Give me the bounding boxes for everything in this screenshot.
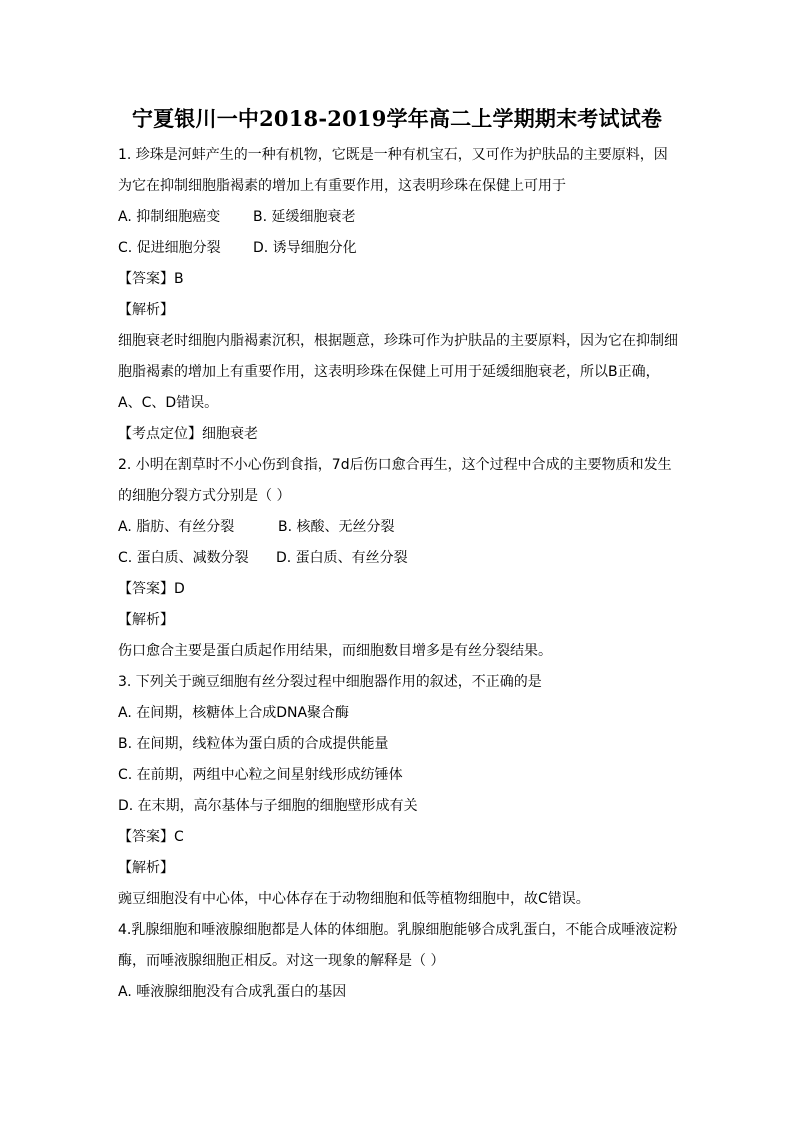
question-3-analysis: 豌豆细胞没有中心体，中心体存在于动物细胞和低等植物细胞中，故C错误。 xyxy=(118,891,590,907)
question-2-option-c: C. 蛋白质、减数分裂 xyxy=(118,550,249,566)
question-1-analysis: 细胞衰老时细胞内脂褐素沉积，根据题意，珍珠可作为护肤品的主要原料，因为它在抑制细胞脂褐素的增加上有重要作用，这表明珍珠在保健上可用于延缓细胞衰老，所以B正确，A、C、D错误。 xyxy=(118,333,678,411)
question-4-option-a: A. 唾液腺细胞没有合成乳蛋白的基因 xyxy=(118,984,347,1000)
document-body xyxy=(118,140,678,1008)
question-1-point: 【考点定位】细胞衰老 xyxy=(118,426,258,442)
question-3-option-d: D. 在末期，高尔基体与子细胞的细胞壁形成有关 xyxy=(118,798,418,814)
question-1-stem: 1. 珍珠是河蚌产生的一种有机物，它既是一种有机宝石，又可作为护肤品的主要原料，因为它在抑制细胞脂褐素的增加上有重要作用，这表明珍珠在保健上可用于 xyxy=(118,147,668,194)
question-3-answer: 【答案】C xyxy=(118,829,184,845)
question-2-options-row-1 xyxy=(118,512,678,543)
question-2-stem: 2. 小明在割草时不小心伤到食指，7d后伤口愈合再生，这个过程中合成的主要物质和发生的细胞分裂方式分别是（ ） xyxy=(118,457,672,504)
question-2-option-d: D. 蛋白质、有丝分裂 xyxy=(276,550,408,566)
question-3-option-c: C. 在前期，两组中心粒之间星射线形成纺锤体 xyxy=(118,767,403,783)
question-1-option-b: B. 延缓细胞衰老 xyxy=(253,209,356,225)
question-3-option-a: A. 在间期，核糖体上合成DNA聚合酶 xyxy=(118,705,350,721)
question-1-option-c: C. 促进细胞分裂 xyxy=(118,240,221,256)
question-3-option-b: B. 在间期，线粒体为蛋白质的合成提供能量 xyxy=(118,736,389,752)
question-2-options-row-2 xyxy=(118,543,678,574)
question-3-stem: 3. 下列关于豌豆细胞有丝分裂过程中细胞器作用的叙述，不正确的是 xyxy=(118,674,542,690)
question-1-answer: 【答案】B xyxy=(118,271,184,287)
question-1-analysis-label: 【解析】 xyxy=(118,302,174,318)
page-title: 宁夏银川一中2018-2019学年高二上学期期末考试试卷 xyxy=(131,106,663,131)
question-1-option-d: D. 诱导细胞分化 xyxy=(253,240,357,256)
question-2-option-b: B. 核酸、无丝分裂 xyxy=(278,519,395,535)
question-1-options-row-1 xyxy=(118,202,678,233)
question-4-stem: 4.乳腺细胞和唾液腺细胞都是人体的体细胞。乳腺细胞能够合成乳蛋白，不能合成唾液淀粉酶，而唾液腺细胞正相反。对这一现象的解释是（ ） xyxy=(118,922,678,969)
question-1-options-row-2 xyxy=(118,233,678,264)
question-1-option-a: A. 抑制细胞癌变 xyxy=(118,209,221,225)
question-3-analysis-label: 【解析】 xyxy=(118,860,174,876)
question-2-analysis-label: 【解析】 xyxy=(118,612,174,628)
question-2-analysis: 伤口愈合主要是蛋白质起作用结果，而细胞数目增多是有丝分裂结果。 xyxy=(118,643,552,659)
question-2-option-a: A. 脂肪、有丝分裂 xyxy=(118,519,235,535)
question-2-answer: 【答案】D xyxy=(118,581,185,597)
